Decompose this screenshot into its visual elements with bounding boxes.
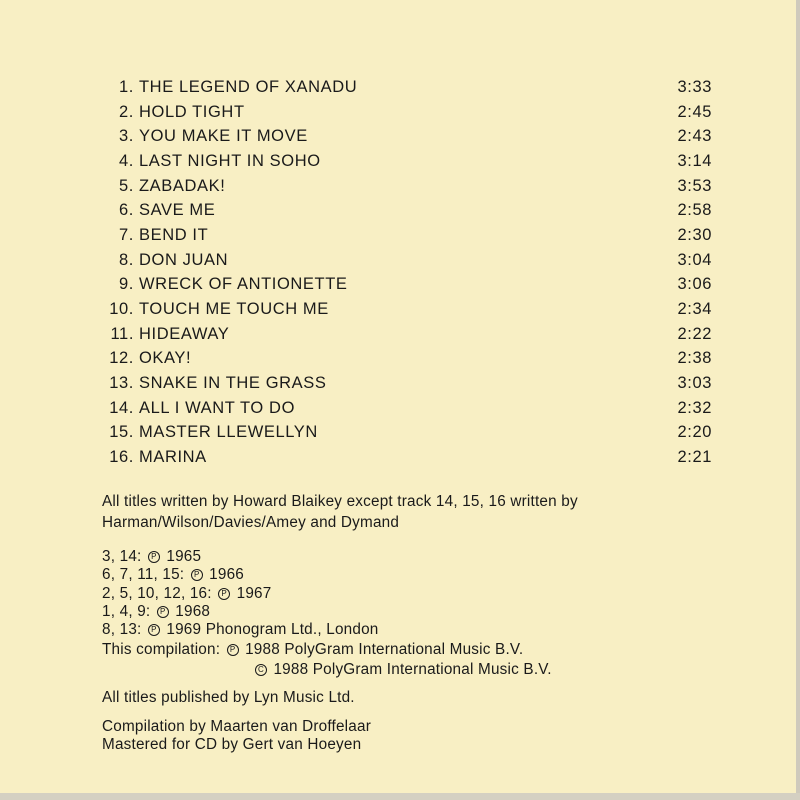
track-row bbox=[100, 445, 712, 470]
track-title: ALL I WANT TO DO bbox=[139, 398, 295, 417]
compilation-rights bbox=[102, 640, 552, 680]
track-duration: 2:34 bbox=[677, 299, 712, 318]
compilation-p-line: This compilation: P 1988 PolyGram International Music B.V. bbox=[102, 641, 524, 658]
track-duration: 3:33 bbox=[677, 78, 712, 96]
track-duration: 3:04 bbox=[677, 250, 712, 269]
track-row bbox=[100, 272, 712, 297]
phonogram-icon: P bbox=[218, 588, 230, 600]
track-number: 13. bbox=[109, 373, 134, 392]
track-duration: 2:22 bbox=[677, 324, 712, 343]
credits-line-1: All titles written by Howard Blaikey except track 14, 15, 16 written by bbox=[102, 493, 578, 510]
track-title: SAVE ME bbox=[139, 201, 216, 220]
copyright-line: 3, 14: P 1965 bbox=[102, 548, 202, 565]
track-title: DON JUAN bbox=[139, 250, 229, 269]
track-number: 6. bbox=[119, 201, 134, 220]
track-duration: 2:58 bbox=[677, 201, 712, 220]
track-title: TOUCH ME TOUCH ME bbox=[139, 299, 329, 318]
page-edge-right bbox=[796, 0, 800, 800]
copyright-icon: C bbox=[255, 664, 267, 676]
track-title: HIDEAWAY bbox=[139, 324, 230, 343]
track-title: BEND IT bbox=[139, 225, 209, 244]
copyright-line: 1, 4, 9: P 1968 bbox=[102, 602, 211, 620]
track-number: 5. bbox=[119, 176, 134, 195]
track-row bbox=[100, 124, 712, 149]
track-number: 16. bbox=[109, 447, 134, 466]
track-row bbox=[100, 174, 712, 199]
track-row bbox=[100, 396, 712, 421]
phonogram-years bbox=[102, 548, 378, 639]
track-number: 1. bbox=[119, 78, 134, 96]
phonogram-icon: P bbox=[148, 551, 160, 563]
track-title: ZABADAK! bbox=[139, 176, 226, 195]
track-row bbox=[100, 297, 712, 322]
track-duration: 2:45 bbox=[677, 102, 712, 121]
page-edge-bottom bbox=[0, 793, 800, 800]
songwriter-credits bbox=[102, 491, 578, 533]
track-title: OKAY! bbox=[139, 349, 192, 368]
copyright-line: 2, 5, 10, 12, 16: P 1967 bbox=[102, 584, 272, 602]
phonogram-icon: P bbox=[157, 606, 169, 618]
track-title: MASTER LLEWELLYN bbox=[139, 423, 318, 442]
track-number: 3. bbox=[119, 127, 134, 146]
copyright-line: 8, 13: P 1969 Phonogram Ltd., London bbox=[102, 621, 379, 639]
track-title: THE LEGEND OF XANADU bbox=[139, 78, 358, 96]
track-duration: 2:43 bbox=[677, 127, 712, 146]
track-duration: 2:21 bbox=[677, 447, 712, 466]
track-number: 9. bbox=[119, 275, 134, 294]
track-number: 7. bbox=[119, 225, 134, 244]
track-row bbox=[100, 223, 712, 248]
track-number: 10. bbox=[109, 299, 134, 318]
track-row bbox=[100, 346, 712, 371]
track-row bbox=[100, 322, 712, 347]
phonogram-icon: P bbox=[191, 569, 203, 581]
track-number: 14. bbox=[109, 398, 134, 417]
track-row bbox=[100, 100, 712, 125]
track-number: 11. bbox=[110, 324, 134, 343]
track-title: WRECK OF ANTIONETTE bbox=[139, 275, 348, 294]
track-title: HOLD TIGHT bbox=[139, 102, 245, 121]
track-duration: 3:53 bbox=[677, 176, 712, 195]
track-duration: 3:14 bbox=[677, 151, 712, 170]
track-row bbox=[100, 420, 712, 445]
track-number: 12. bbox=[109, 349, 134, 368]
track-title: SNAKE IN THE GRASS bbox=[139, 373, 327, 392]
track-duration: 3:06 bbox=[677, 275, 712, 294]
track-list bbox=[100, 75, 712, 470]
track-duration: 3:03 bbox=[677, 373, 712, 392]
track-row bbox=[100, 198, 712, 223]
compiled-by: Compilation by Maarten van Droffelaar bbox=[102, 718, 371, 735]
track-row bbox=[100, 248, 712, 273]
track-title: LAST NIGHT IN SOHO bbox=[139, 151, 321, 170]
track-duration: 2:30 bbox=[677, 225, 712, 244]
publisher-note: All titles published by Lyn Music Ltd. bbox=[102, 689, 355, 706]
track-number: 2. bbox=[119, 102, 134, 121]
copyright-line: 6, 7, 11, 15: P 1966 bbox=[102, 566, 245, 584]
track-row bbox=[100, 75, 712, 100]
track-duration: 2:38 bbox=[677, 349, 712, 368]
phonogram-icon: P bbox=[148, 624, 160, 636]
track-row bbox=[100, 149, 712, 174]
track-number: 4. bbox=[119, 151, 134, 170]
mastered-by: Mastered for CD by Gert van Hoeyen bbox=[102, 736, 362, 753]
track-title: YOU MAKE IT MOVE bbox=[139, 127, 308, 146]
track-number: 8. bbox=[119, 250, 134, 269]
track-title: MARINA bbox=[139, 447, 207, 466]
track-number: 15. bbox=[109, 423, 134, 442]
credits-line-2: Harman/Wilson/Davies/Amey and Dymand bbox=[102, 514, 400, 531]
mastering-credits bbox=[102, 718, 371, 754]
compilation-c-line: C 1988 PolyGram International Music B.V. bbox=[102, 660, 552, 680]
phonogram-icon: P bbox=[227, 644, 239, 656]
track-row bbox=[100, 371, 712, 396]
track-duration: 2:32 bbox=[677, 398, 712, 417]
track-duration: 2:20 bbox=[677, 423, 712, 442]
